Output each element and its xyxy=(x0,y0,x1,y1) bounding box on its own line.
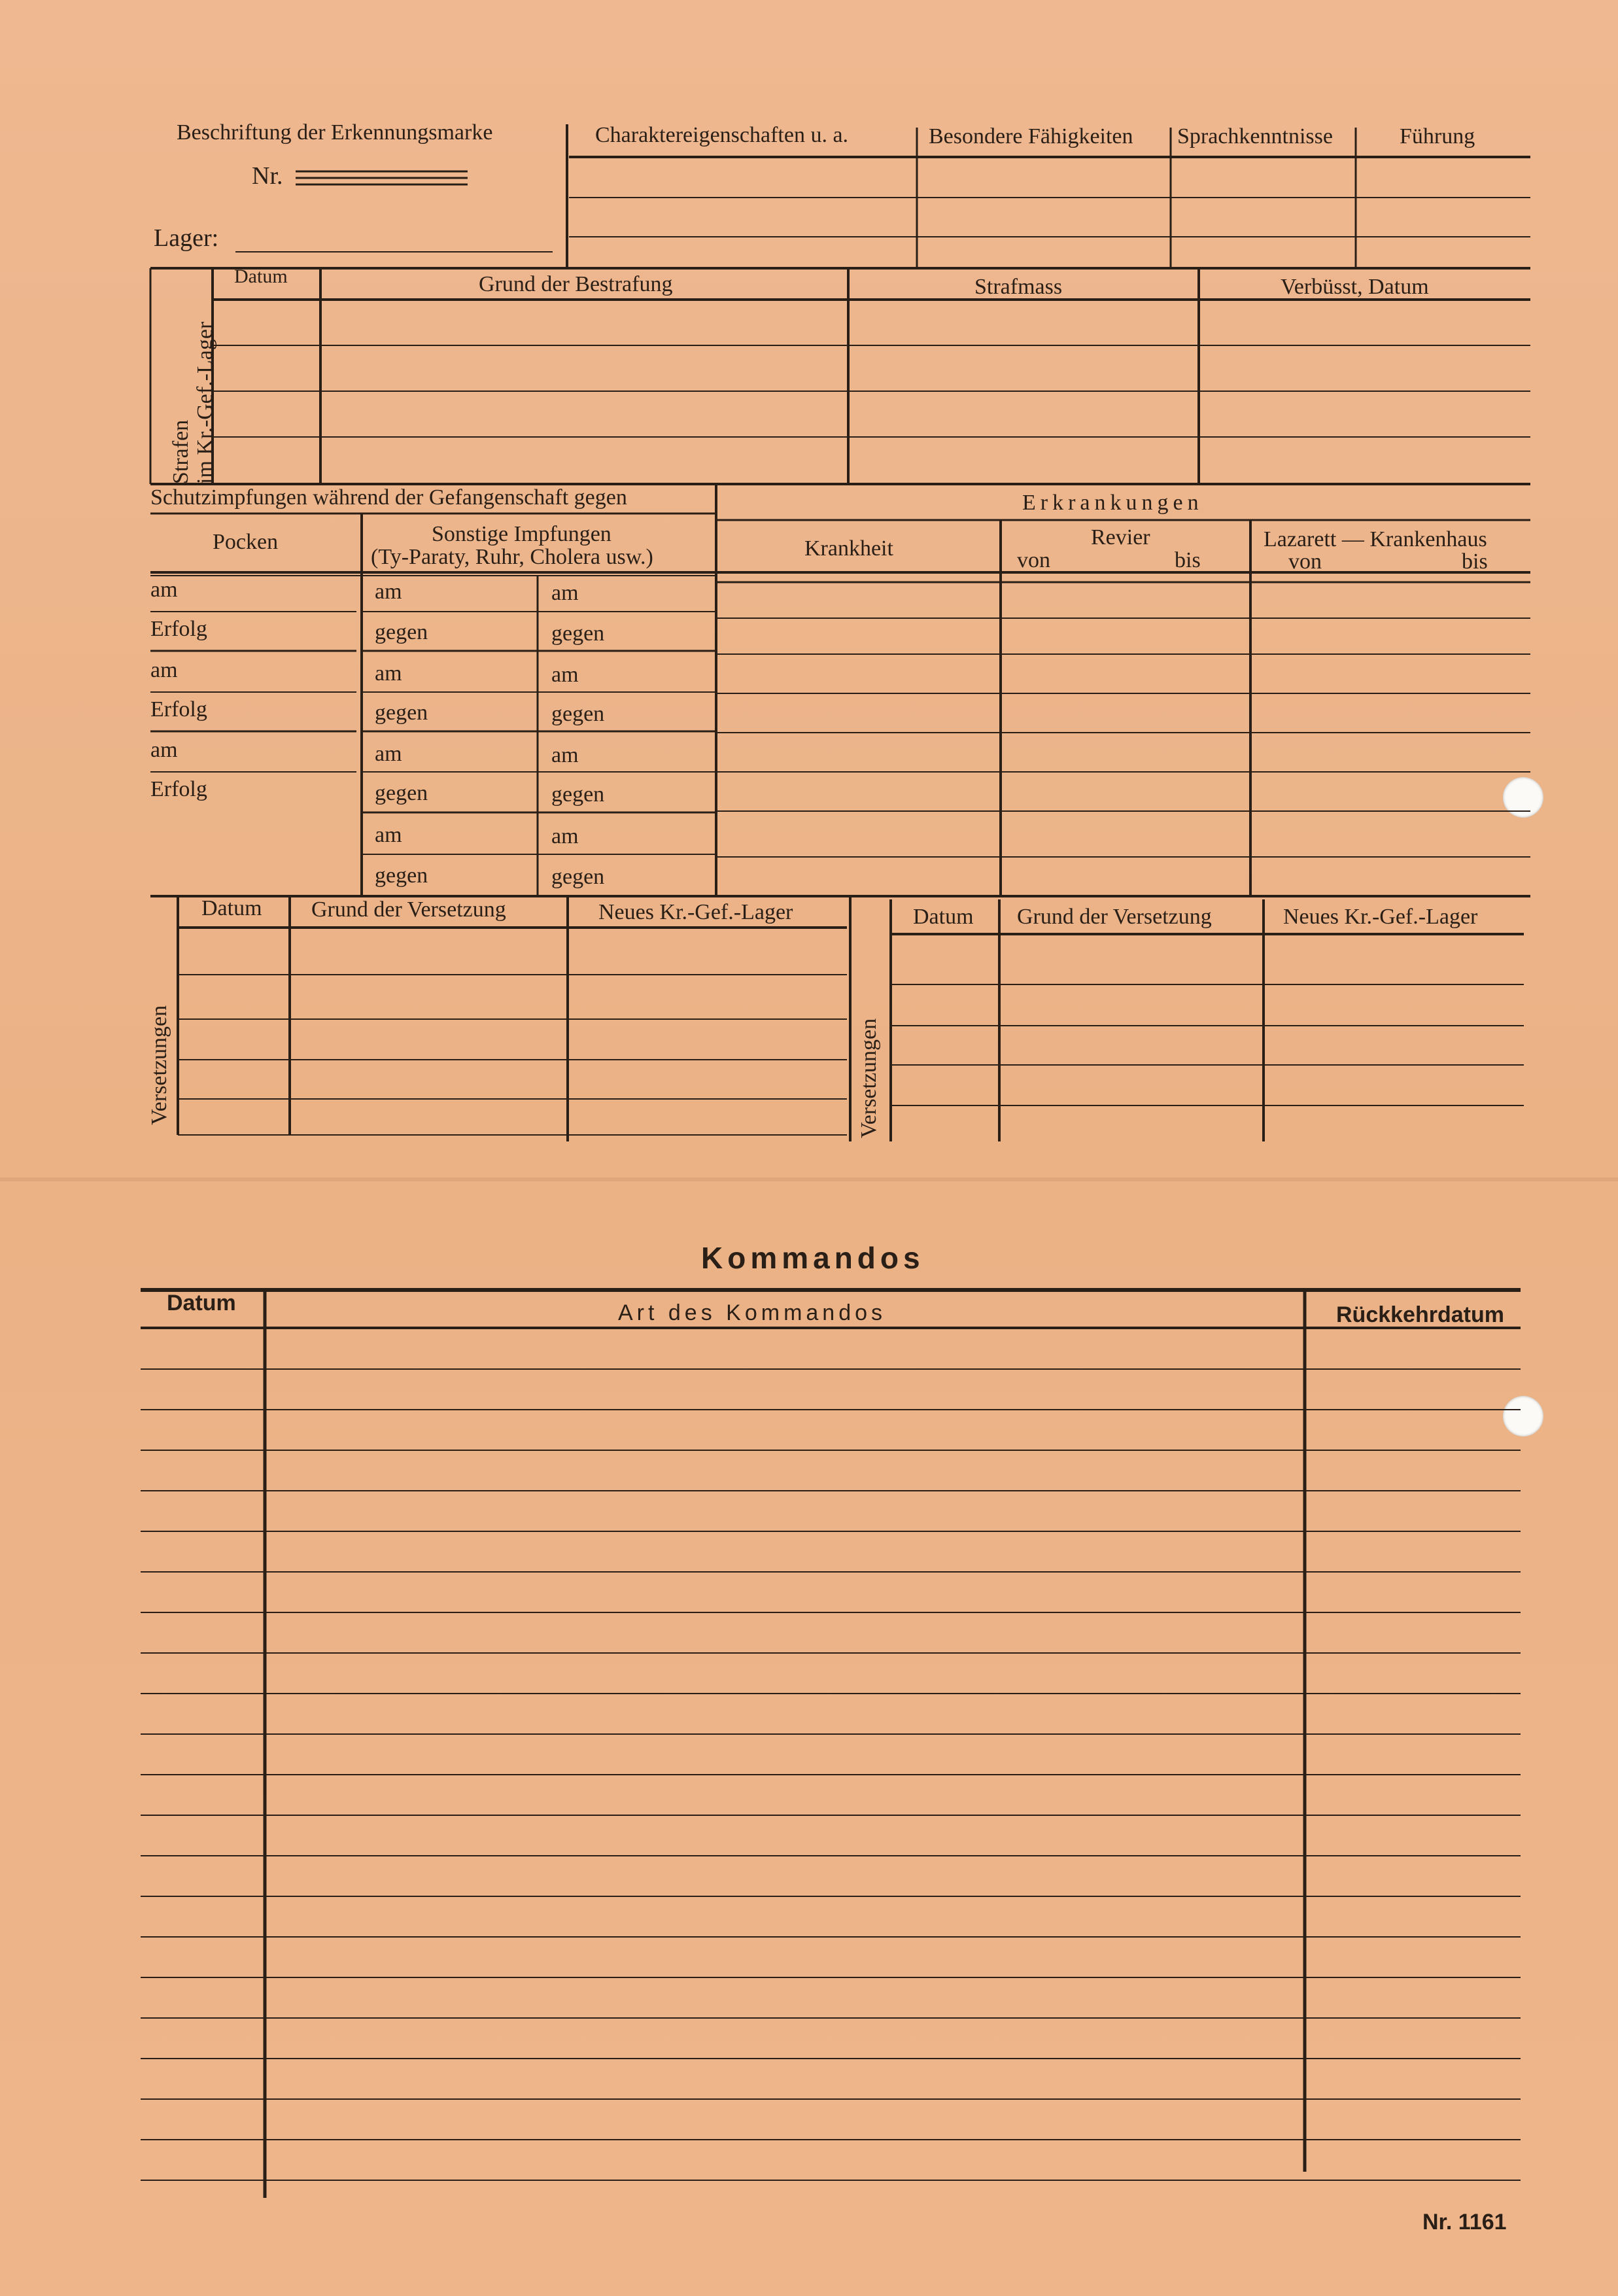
fuehrung-header: Führung xyxy=(1400,124,1475,148)
sonstige-gegen: gegen xyxy=(375,620,428,644)
lazarett-von: von xyxy=(1288,549,1322,574)
krankheit-header: Krankheit xyxy=(804,536,893,561)
pocken-am: am xyxy=(150,738,178,762)
faehigkeiten-header: Besondere Fähigkeiten xyxy=(929,124,1133,148)
sonstige-am: am xyxy=(375,742,402,766)
charakter-header: Charaktereigenschaften u. a. xyxy=(595,123,849,147)
sonstige-gegen: gegen xyxy=(551,621,605,646)
strafmass-header: Strafmass xyxy=(974,275,1063,299)
strafen-grund-header: Grund der Bestrafung xyxy=(479,272,673,296)
versetzung-datum-right: Datum xyxy=(913,905,974,929)
verbuesst-header: Verbüsst, Datum xyxy=(1281,275,1429,299)
sonstige-am: am xyxy=(375,580,402,604)
versetzungen-side-right: Versetzungen xyxy=(857,1018,881,1138)
versetzung-datum-left: Datum xyxy=(201,896,262,920)
kommandos-rueckkehr-header: Rückkehrdatum xyxy=(1336,1302,1504,1327)
pocken-erfolg: Erfolg xyxy=(150,697,207,722)
strafen-datum-header: Datum xyxy=(234,266,288,287)
sonstige-am: am xyxy=(551,824,579,848)
kommandos-title: Kommandos xyxy=(701,1241,925,1275)
pocken-erfolg: Erfolg xyxy=(150,617,207,641)
impfungen-header: Schutzimpfungen während der Gefangenschaft gegen xyxy=(150,485,627,510)
sonstige-gegen: gegen xyxy=(551,865,605,889)
sonstige-am: am xyxy=(375,823,402,847)
strafen-side-label: Strafen im Kr.-Gef.-Lager xyxy=(169,321,218,484)
sonstige-am: am xyxy=(551,743,579,767)
lazarett-bis: bis xyxy=(1462,549,1488,574)
versetzung-neues-left: Neues Kr.-Gef.-Lager xyxy=(598,900,793,924)
versetzung-neues-right: Neues Kr.-Gef.-Lager xyxy=(1283,905,1478,929)
lager-label: Lager: xyxy=(154,224,219,252)
form-number: Nr. 1161 xyxy=(1422,2210,1507,2235)
pocken-am: am xyxy=(150,578,178,602)
sonstige-gegen: gegen xyxy=(375,701,428,725)
sonstige-gegen: gegen xyxy=(551,702,605,726)
sonstige-am: am xyxy=(551,581,579,605)
kommandos-datum-header: Datum xyxy=(167,1291,236,1315)
pocken-header: Pocken xyxy=(213,530,279,554)
nr-label: Nr. xyxy=(252,162,283,190)
sonstige-am: am xyxy=(551,663,579,687)
sonstige-header-1: Sonstige Impfungen xyxy=(432,522,611,546)
sonstige-gegen: gegen xyxy=(375,863,428,888)
lazarett-header: Lazarett — Krankenhaus xyxy=(1264,527,1487,551)
pocken-erfolg: Erfolg xyxy=(150,777,207,801)
versetzung-grund-right: Grund der Versetzung xyxy=(1017,905,1212,929)
sonstige-gegen: gegen xyxy=(375,781,428,805)
sonstige-am: am xyxy=(375,661,402,686)
kommandos-art-header: Art des Kommandos xyxy=(618,1300,887,1325)
revier-von: von xyxy=(1017,548,1050,572)
revier-bis: bis xyxy=(1175,548,1201,572)
revier-header: Revier xyxy=(1091,525,1150,549)
sprachen-header: Sprachkenntnisse xyxy=(1177,124,1333,148)
sonstige-gegen: gegen xyxy=(551,782,605,807)
sonstige-header-2: (Ty-Paraty, Ruhr, Cholera usw.) xyxy=(371,545,653,569)
versetzung-grund-left: Grund der Versetzung xyxy=(311,897,506,922)
versetzungen-side-left: Versetzungen xyxy=(147,1005,171,1125)
erkennungsmarke-label: Beschriftung der Erkennungsmarke xyxy=(177,120,493,145)
pocken-am: am xyxy=(150,658,178,682)
erkrankungen-header: Erkrankungen xyxy=(1022,491,1203,515)
